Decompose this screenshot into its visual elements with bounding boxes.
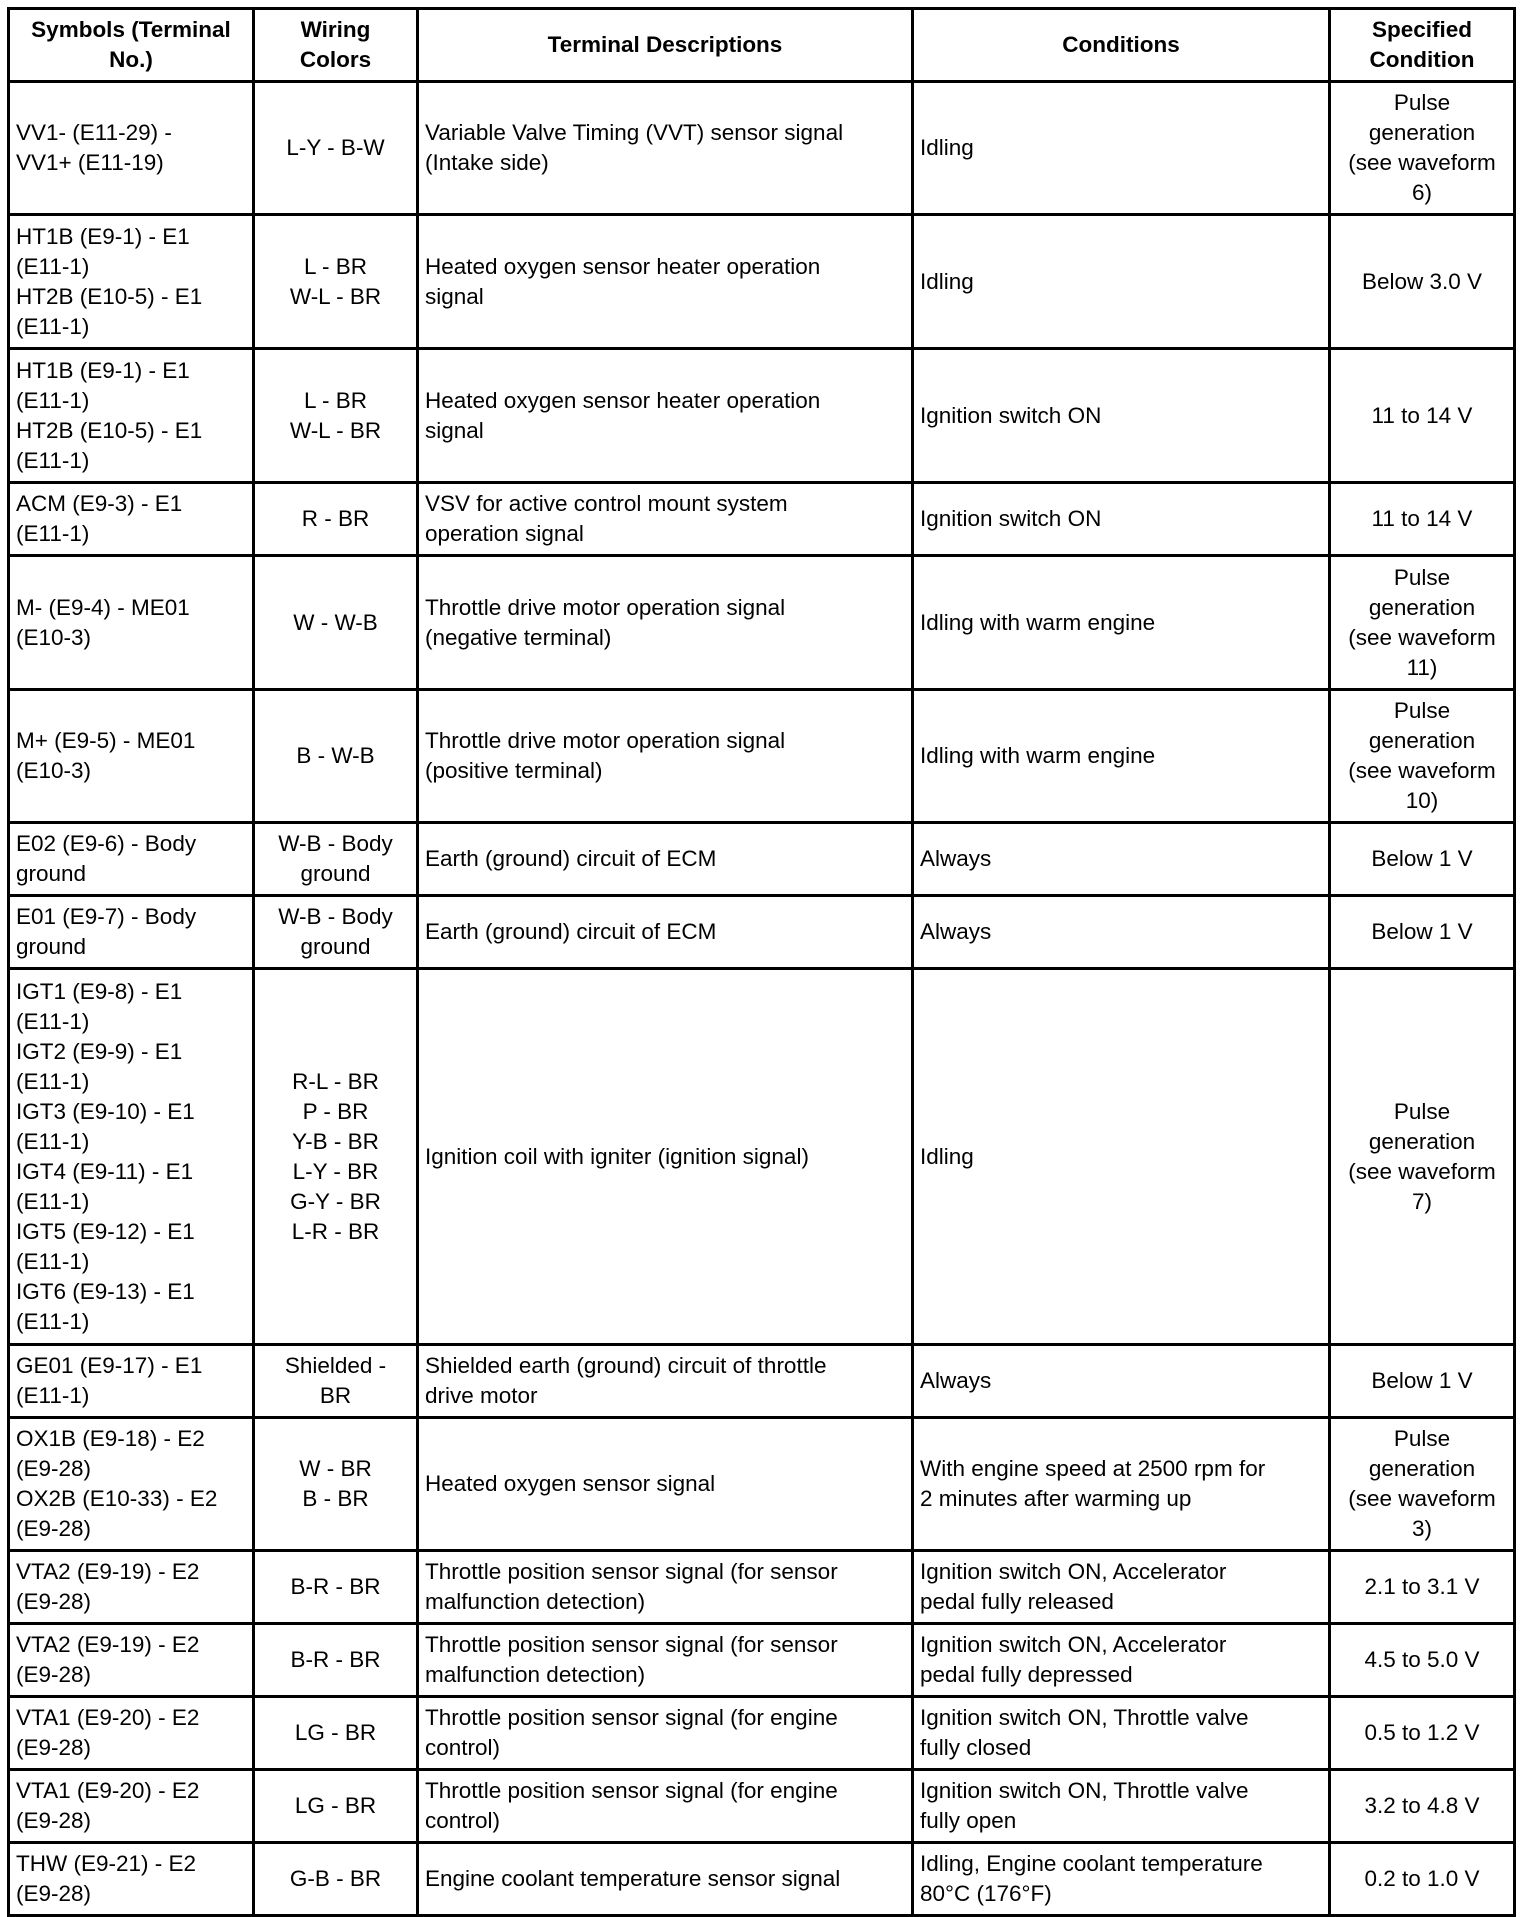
cell-condition: Idling with warm engine bbox=[913, 690, 1330, 823]
cell-specified: Below 1 V bbox=[1330, 823, 1515, 896]
cell-symbol: E01 (E9-7) - Body ground bbox=[9, 896, 254, 969]
table-row bbox=[9, 215, 1515, 349]
cell-specified: 0.5 to 1.2 V bbox=[1330, 1697, 1515, 1770]
cell-wiring: W-B - Body ground bbox=[254, 896, 418, 969]
cell-symbol: VV1- (E11-29) - VV1+ (E11-19) bbox=[9, 82, 254, 215]
cell-description: Throttle drive motor operation signal (negative terminal) bbox=[418, 556, 913, 690]
cell-description: Throttle position sensor signal (for sensor malfunction detection) bbox=[418, 1624, 913, 1697]
cell-description: Shielded earth (ground) circuit of throttle drive motor bbox=[418, 1345, 913, 1418]
table-row bbox=[9, 1697, 1515, 1770]
cell-wiring: LG - BR bbox=[254, 1770, 418, 1843]
cell-condition: Idling, Engine coolant temperature 80°C (176°F) bbox=[913, 1843, 1330, 1916]
cell-symbol: VTA1 (E9-20) - E2 (E9-28) bbox=[9, 1770, 254, 1843]
cell-wiring: B-R - BR bbox=[254, 1551, 418, 1624]
cell-wiring: R-L - BR P - BR Y-B - BR L-Y - BR G-Y - BR L-R - BR bbox=[254, 969, 418, 1345]
cell-description: Heated oxygen sensor heater operation signal bbox=[418, 349, 913, 483]
cell-condition: Always bbox=[913, 823, 1330, 896]
cell-wiring: W-B - Body ground bbox=[254, 823, 418, 896]
cell-wiring: W - W-B bbox=[254, 556, 418, 690]
table-row bbox=[9, 82, 1515, 215]
cell-condition: Ignition switch ON, Accelerator pedal fully released bbox=[913, 1551, 1330, 1624]
cell-symbol: M+ (E9-5) - ME01 (E10-3) bbox=[9, 690, 254, 823]
cell-wiring: LG - BR bbox=[254, 1697, 418, 1770]
cell-description: Earth (ground) circuit of ECM bbox=[418, 823, 913, 896]
table-header-row bbox=[9, 9, 1515, 82]
table-row bbox=[9, 969, 1515, 1345]
cell-symbol: OX1B (E9-18) - E2 (E9-28) OX2B (E10-33) - E2 (E9-28) bbox=[9, 1418, 254, 1551]
cell-symbol: HT1B (E9-1) - E1 (E11-1) HT2B (E10-5) - E1 (E11-1) bbox=[9, 215, 254, 349]
cell-wiring: L - BR W-L - BR bbox=[254, 215, 418, 349]
cell-description: Heated oxygen sensor signal bbox=[418, 1418, 913, 1551]
cell-condition: Idling bbox=[913, 215, 1330, 349]
cell-description: Ignition coil with igniter (ignition signal) bbox=[418, 969, 913, 1345]
cell-wiring: B-R - BR bbox=[254, 1624, 418, 1697]
cell-specified: 0.2 to 1.0 V bbox=[1330, 1843, 1515, 1916]
table-row bbox=[9, 1551, 1515, 1624]
cell-condition: Ignition switch ON, Accelerator pedal fully depressed bbox=[913, 1624, 1330, 1697]
cell-wiring: L-Y - B-W bbox=[254, 82, 418, 215]
cell-description: Earth (ground) circuit of ECM bbox=[418, 896, 913, 969]
cell-description: VSV for active control mount system operation signal bbox=[418, 483, 913, 556]
cell-specified: 11 to 14 V bbox=[1330, 483, 1515, 556]
cell-symbol: VTA1 (E9-20) - E2 (E9-28) bbox=[9, 1697, 254, 1770]
cell-condition: Idling bbox=[913, 969, 1330, 1345]
cell-symbol: VTA2 (E9-19) - E2 (E9-28) bbox=[9, 1624, 254, 1697]
cell-description: Engine coolant temperature sensor signal bbox=[418, 1843, 913, 1916]
cell-condition: Idling with warm engine bbox=[913, 556, 1330, 690]
cell-specified: Pulse generation (see waveform 3) bbox=[1330, 1418, 1515, 1551]
cell-specified: 2.1 to 3.1 V bbox=[1330, 1551, 1515, 1624]
table-row bbox=[9, 349, 1515, 483]
header-specified-condition: Specified Condition bbox=[1330, 9, 1515, 82]
cell-specified: Below 1 V bbox=[1330, 896, 1515, 969]
cell-condition: Idling bbox=[913, 82, 1330, 215]
header-wiring-colors: Wiring Colors bbox=[254, 9, 418, 82]
cell-wiring: Shielded - BR bbox=[254, 1345, 418, 1418]
table-row bbox=[9, 556, 1515, 690]
cell-description: Throttle position sensor signal (for engine control) bbox=[418, 1770, 913, 1843]
cell-condition: Ignition switch ON, Throttle valve fully closed bbox=[913, 1697, 1330, 1770]
cell-specified: Pulse generation (see waveform 6) bbox=[1330, 82, 1515, 215]
cell-specified: Below 1 V bbox=[1330, 1345, 1515, 1418]
cell-symbol: IGT1 (E9-8) - E1 (E11-1) IGT2 (E9-9) - E1 (E11-1) IGT3 (E9-10) - E1 (E11-1) IGT4 (E9-11) - E1 (E11-1) IGT5 (E9-12) - E1 (E11-1) IGT6 (E9-13) - E1 (E11-1) bbox=[9, 969, 254, 1345]
cell-symbol: ACM (E9-3) - E1 (E11-1) bbox=[9, 483, 254, 556]
cell-symbol: E02 (E9-6) - Body ground bbox=[9, 823, 254, 896]
cell-description: Throttle position sensor signal (for engine control) bbox=[418, 1697, 913, 1770]
table-row bbox=[9, 483, 1515, 556]
cell-specified: 4.5 to 5.0 V bbox=[1330, 1624, 1515, 1697]
cell-specified: Pulse generation (see waveform 10) bbox=[1330, 690, 1515, 823]
cell-symbol: VTA2 (E9-19) - E2 (E9-28) bbox=[9, 1551, 254, 1624]
cell-wiring: L - BR W-L - BR bbox=[254, 349, 418, 483]
cell-description: Heated oxygen sensor heater operation signal bbox=[418, 215, 913, 349]
table-row bbox=[9, 1624, 1515, 1697]
cell-specified: Below 3.0 V bbox=[1330, 215, 1515, 349]
cell-wiring: R - BR bbox=[254, 483, 418, 556]
cell-description: Throttle drive motor operation signal (positive terminal) bbox=[418, 690, 913, 823]
header-symbols: Symbols (Terminal No.) bbox=[9, 9, 254, 82]
cell-condition: Ignition switch ON bbox=[913, 483, 1330, 556]
cell-symbol: HT1B (E9-1) - E1 (E11-1) HT2B (E10-5) - E1 (E11-1) bbox=[9, 349, 254, 483]
cell-condition: Always bbox=[913, 1345, 1330, 1418]
table-row bbox=[9, 896, 1515, 969]
cell-wiring: B - W-B bbox=[254, 690, 418, 823]
cell-specified: 11 to 14 V bbox=[1330, 349, 1515, 483]
cell-condition: Ignition switch ON, Throttle valve fully open bbox=[913, 1770, 1330, 1843]
header-terminal-descriptions: Terminal Descriptions bbox=[418, 9, 913, 82]
header-conditions: Conditions bbox=[913, 9, 1330, 82]
cell-condition: With engine speed at 2500 rpm for 2 minutes after warming up bbox=[913, 1418, 1330, 1551]
table-row bbox=[9, 690, 1515, 823]
table-row bbox=[9, 1345, 1515, 1418]
cell-symbol: M- (E9-4) - ME01 (E10-3) bbox=[9, 556, 254, 690]
cell-condition: Always bbox=[913, 896, 1330, 969]
cell-wiring: W - BR B - BR bbox=[254, 1418, 418, 1551]
cell-wiring: G-B - BR bbox=[254, 1843, 418, 1916]
cell-description: Variable Valve Timing (VVT) sensor signal (Intake side) bbox=[418, 82, 913, 215]
cell-specified: Pulse generation (see waveform 7) bbox=[1330, 969, 1515, 1345]
cell-description: Throttle position sensor signal (for sensor malfunction detection) bbox=[418, 1551, 913, 1624]
table-row bbox=[9, 1770, 1515, 1843]
cell-specified: 3.2 to 4.8 V bbox=[1330, 1770, 1515, 1843]
cell-specified: Pulse generation (see waveform 11) bbox=[1330, 556, 1515, 690]
cell-symbol: THW (E9-21) - E2 (E9-28) bbox=[9, 1843, 254, 1916]
table-row bbox=[9, 1843, 1515, 1916]
ecm-terminal-table bbox=[7, 7, 1516, 1917]
cell-condition: Ignition switch ON bbox=[913, 349, 1330, 483]
table-row bbox=[9, 823, 1515, 896]
table-row bbox=[9, 1418, 1515, 1551]
cell-symbol: GE01 (E9-17) - E1 (E11-1) bbox=[9, 1345, 254, 1418]
ecm-terminal-spec-sheet bbox=[7, 7, 1516, 1917]
